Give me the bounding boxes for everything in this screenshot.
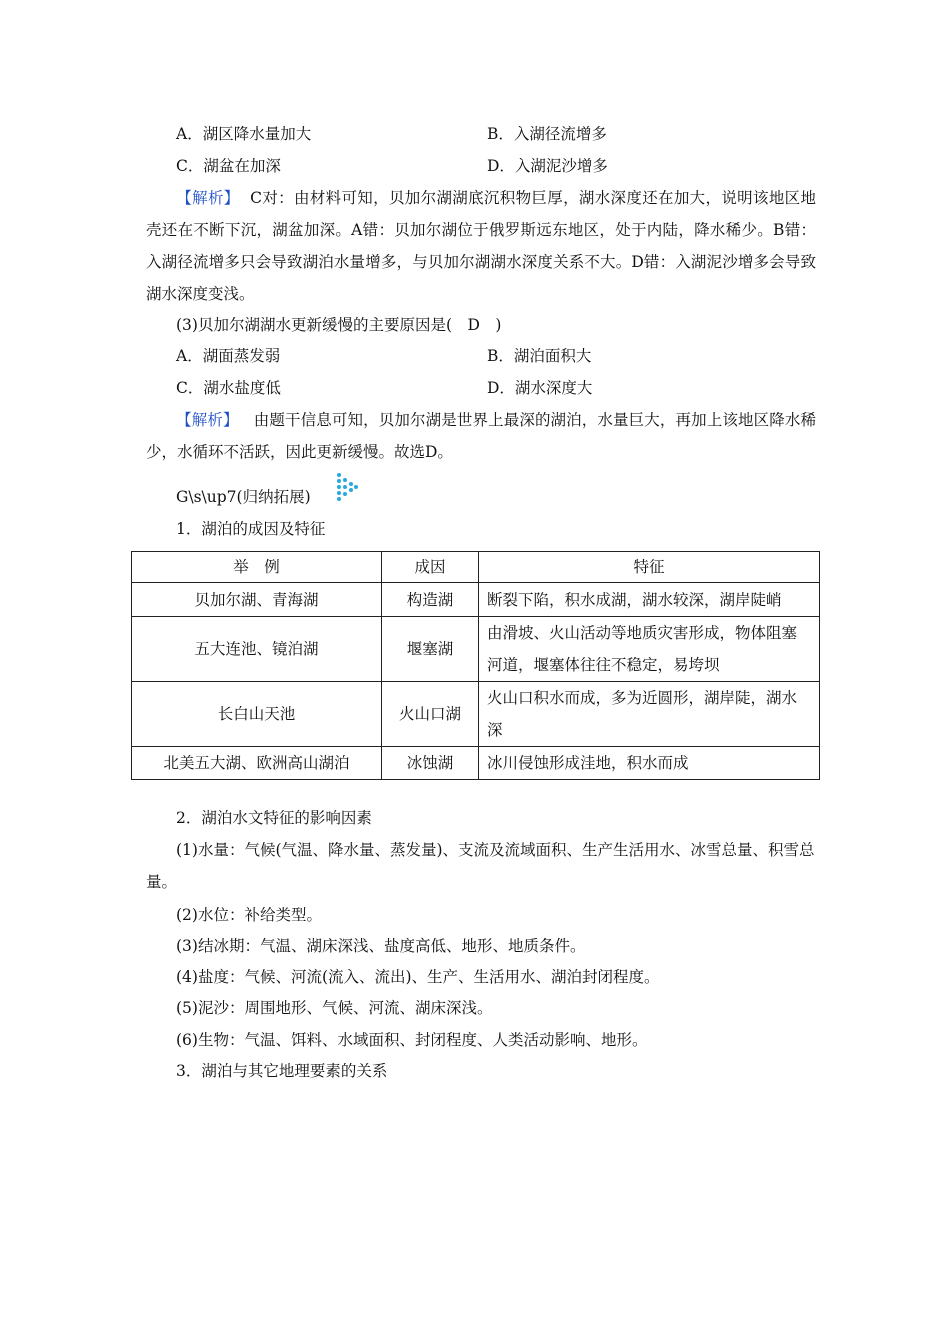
item3-title: 3．湖泊与其它地理要素的关系 [176, 1062, 388, 1080]
table-header-feature: 特征 [479, 552, 820, 583]
table-row [132, 617, 820, 682]
analysis-tag: 【解析】 [176, 189, 240, 207]
factor-biology: (6)生物：气温、饵料、水域面积、封闭程度、人类活动影响、地形。 [176, 1031, 648, 1049]
q2-options-row-2 [176, 159, 816, 181]
q3-analysis-text: 由题干信息可知，贝加尔湖是世界上最深的湖泊，水量巨大，再加上该地区降水稀少，水循环不活跃，因此更新缓慢。故选D。 [146, 411, 816, 461]
q3-stem: (3)贝加尔湖湖水更新缓慢的主要原因是( D ) [176, 316, 502, 334]
q2-analysis-text: C对：由材料可知，贝加尔湖湖底沉积物巨厚，湖水深度还在加大，说明该地区地壳还在不断下沉，湖盆加深。A错：贝加尔湖位于俄罗斯远东地区，处于内陆，降水稀少。B错：入湖径流增多只会导致湖泊水量增多，与贝加尔湖湖水深度关系不大。D错：入湖泥沙增多会导致湖水深度变浅。 [146, 189, 816, 303]
table-cell-example: 长白山天池 [132, 682, 382, 747]
table-cell-feature: 断裂下陷，积水成湖，湖水较深，湖岸陡峭 [479, 583, 820, 617]
table-cell-feature: 由滑坡、火山活动等地质灾害形成，物体阻塞河道，堰塞体往往不稳定，易垮坝 [479, 617, 820, 682]
table-cell-feature: 冰川侵蚀形成洼地，积水而成 [479, 747, 820, 780]
q3-analysis [146, 404, 816, 468]
item2-title: 2．湖泊水文特征的影响因素 [176, 809, 372, 827]
table-row [132, 747, 820, 780]
q3-options-row-2 [176, 381, 816, 403]
table-header-example: 举 例 [132, 552, 382, 583]
table-cell-cause: 构造湖 [382, 583, 479, 617]
q2-option-d: D．入湖泥沙增多 [487, 157, 608, 175]
table-cell-feature: 火山口积水而成，多为近圆形，湖岸陡，湖水深 [479, 682, 820, 747]
factor-salinity: (4)盐度：气候、河流(流入、流出)、生产、生活用水、湖泊封闭程度。 [176, 968, 660, 986]
q2-analysis [146, 182, 816, 310]
factor-freezing: (3)结冰期：气温、湖床深浅、盐度高低、地形、地质条件。 [176, 937, 586, 955]
analysis-tag: 【解析】 [176, 411, 239, 429]
q3-option-d: D．湖水深度大 [487, 379, 593, 397]
table-cell-cause: 冰蚀湖 [382, 747, 479, 780]
chevron-arrow-icon [336, 472, 358, 504]
factor-water-volume: (1)水量：气候(气温、降水量、蒸发量)、支流及流域面积、生产生活用水、冰雪总量、积雪总量。 [146, 841, 815, 891]
lake-origin-table [131, 551, 820, 780]
table-header-cause: 成因 [382, 552, 479, 583]
q2-option-b: B．入湖径流增多 [487, 125, 607, 143]
table-cell-cause: 火山口湖 [382, 682, 479, 747]
table-row [132, 583, 820, 617]
q3-option-b: B．湖泊面积大 [487, 347, 592, 365]
table-cell-example: 北美五大湖、欧洲高山湖泊 [132, 747, 382, 780]
table-cell-cause: 堰塞湖 [382, 617, 479, 682]
section-header: G\s\up7(归纳拓展) [176, 488, 311, 506]
q3-option-a: A．湖面蒸发弱 [176, 347, 281, 365]
q2-options-row-1 [176, 127, 816, 149]
q2-option-a: A．湖区降水量加大 [176, 125, 312, 143]
table-cell-example: 五大连池、镜泊湖 [132, 617, 382, 682]
table-row [132, 682, 820, 747]
q3-option-c: C．湖水盐度低 [176, 379, 281, 397]
table-header-row [132, 552, 820, 583]
table-cell-example: 贝加尔湖、青海湖 [132, 583, 382, 617]
factor-sediment: (5)泥沙：周围地形、气候、河流、湖床深浅。 [176, 999, 493, 1017]
factor-water-level: (2)水位：补给类型。 [176, 906, 322, 924]
q2-option-c: C．湖盆在加深 [176, 157, 281, 175]
item1-title: 1．湖泊的成因及特征 [176, 520, 326, 538]
q3-options-row-1 [176, 349, 816, 371]
